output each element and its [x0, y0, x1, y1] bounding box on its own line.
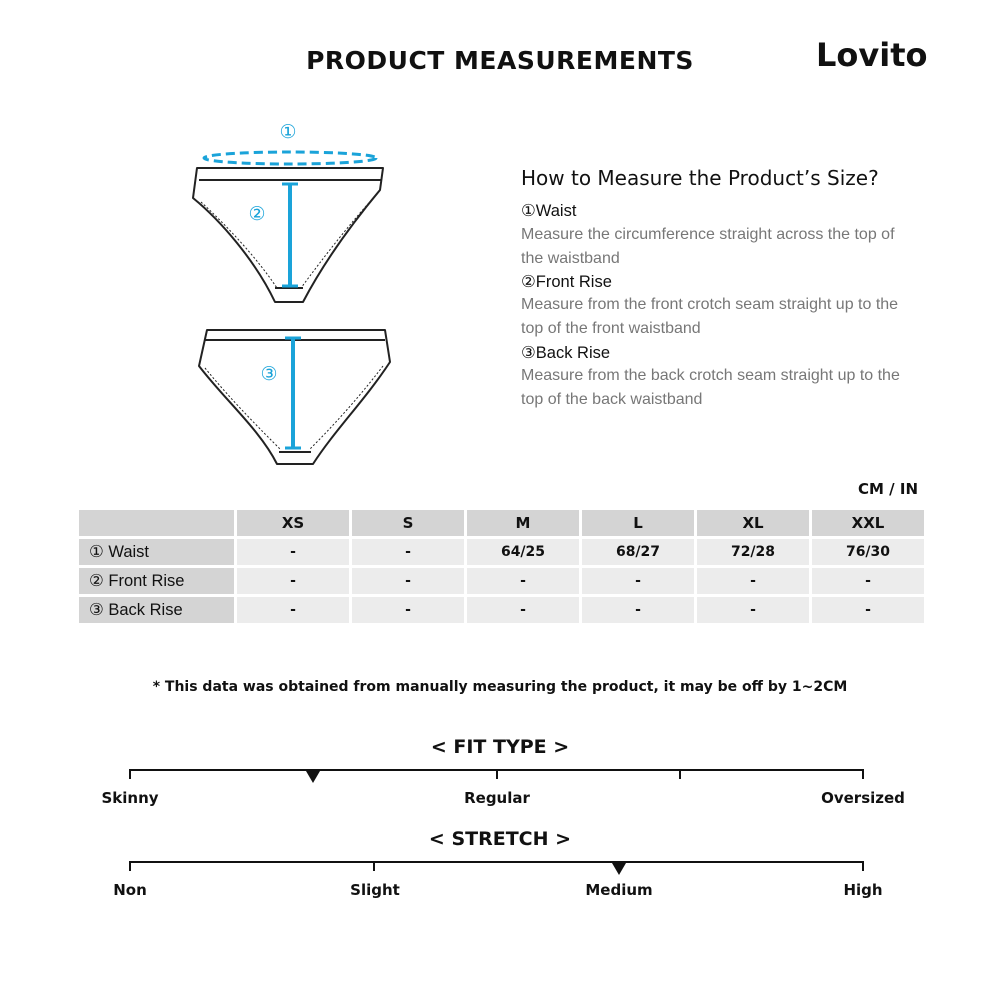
table-cell: 76/30: [812, 539, 924, 565]
table-cell: -: [697, 597, 809, 623]
size-table: [76, 507, 927, 626]
stretch-label-medium: Medium: [585, 881, 653, 899]
stretch-label-slight: Slight: [350, 881, 400, 899]
table-cell: -: [697, 568, 809, 594]
fit-type-tick: [129, 769, 131, 779]
row-label: ③ Back Rise: [79, 597, 234, 623]
fit-label-oversized: Oversized: [821, 789, 905, 807]
marker-3: ③: [260, 363, 278, 385]
waist-measure-ellipse: [204, 152, 376, 164]
table-cell: -: [467, 597, 579, 623]
table-row: [79, 539, 924, 565]
stretch-label-high: High: [843, 881, 883, 899]
row-label: ① Waist: [79, 539, 234, 565]
table-corner: [79, 510, 234, 536]
table-cell: -: [812, 568, 924, 594]
fit-label-regular: Regular: [464, 789, 530, 807]
front-rise-title: ②Front Rise: [521, 273, 612, 291]
col-header: M: [467, 510, 579, 536]
stretch-scale-line: [129, 861, 864, 863]
fit-type-tick: [862, 769, 864, 779]
row-label: ② Front Rise: [79, 568, 234, 594]
table-cell: -: [237, 539, 349, 565]
brand-logo: Lovito: [816, 36, 928, 74]
fit-label-skinny: Skinny: [101, 789, 159, 807]
fit-type-tick: [679, 769, 681, 779]
table-row: [79, 568, 924, 594]
table-cell: -: [352, 539, 464, 565]
marker-2: ②: [248, 203, 266, 225]
measurement-note: * This data was obtained from manually measuring the product, it may be off by 1~2CM: [152, 679, 848, 695]
table-cell: 68/27: [582, 539, 694, 565]
unit-label: CM / IN: [858, 480, 918, 498]
table-cell: -: [582, 568, 694, 594]
table-cell: 64/25: [467, 539, 579, 565]
page-title: PRODUCT MEASUREMENTS: [306, 46, 694, 75]
stretch-label-non: Non: [113, 881, 147, 899]
table-header-row: [79, 510, 924, 536]
table-cell: -: [582, 597, 694, 623]
stretch-title: < STRETCH >: [428, 828, 572, 850]
col-header: XL: [697, 510, 809, 536]
stretch-tick: [373, 861, 375, 871]
front-rise-desc: Measure from the front crotch seam straight up to the top of the front waistband: [521, 296, 899, 337]
table-cell: 72/28: [697, 539, 809, 565]
marker-1: ①: [279, 121, 297, 143]
stretch-tick: [129, 861, 131, 871]
fit-type-marker: [306, 771, 320, 783]
howto-heading: How to Measure the Product’s Size?: [521, 166, 879, 190]
fit-type-tick: [496, 769, 498, 779]
stretch-tick: [862, 861, 864, 871]
table-cell: -: [237, 597, 349, 623]
waist-title: ①Waist: [521, 202, 577, 220]
back-rise-title: ③Back Rise: [521, 344, 611, 362]
table-cell: -: [467, 568, 579, 594]
table-cell: -: [237, 568, 349, 594]
fit-type-title: < FIT TYPE >: [430, 736, 570, 758]
back-rise-desc: Measure from the back crotch seam straight up to the top of the back waistband: [521, 367, 900, 408]
table-cell: -: [352, 568, 464, 594]
product-illustration: [185, 110, 400, 475]
col-header: S: [352, 510, 464, 536]
stretch-marker: [612, 863, 626, 875]
col-header: XXL: [812, 510, 924, 536]
table-cell: -: [812, 597, 924, 623]
waist-desc: Measure the circumference straight across the top of the waistband: [521, 226, 895, 267]
col-header: XS: [237, 510, 349, 536]
table-row: [79, 597, 924, 623]
table-cell: -: [352, 597, 464, 623]
col-header: L: [582, 510, 694, 536]
